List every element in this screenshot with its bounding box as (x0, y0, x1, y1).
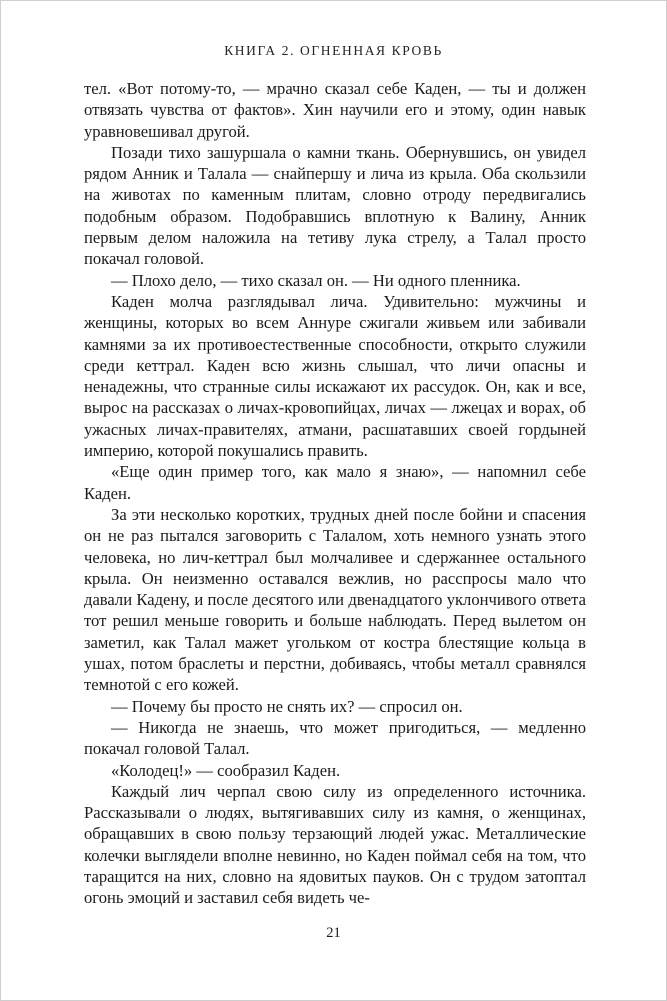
running-header: КНИГА 2. ОГНЕННАЯ КРОВЬ (224, 43, 443, 58)
paragraph: Каден молча разглядывал лича. Удивительно: мужчины и женщины, которых во всем Аннуре сжигали живьем или забивали камнями за их противоестественные способности, открыто служили среди кеттрал. Каден всю жизнь слышал, что личи опасны и ненадежны, что странные силы искажают их рассудок. Он, как и все, вырос на рассказах о личах-кровопийцах, личах — лжецах и ворах, об ужасных личах-правителях, атмани, расшатавших своей гордыней империю, которой покушались править. (84, 291, 586, 461)
paragraph-dialogue: — Плохо дело, — тихо сказал он. — Ни одного пленника. (111, 270, 521, 290)
paragraph: За эти несколько коротких, трудных дней после бойни и спасения он не раз пытался заговорить с Талалом, хоть немного узнать этого человека, но лич-кеттрал был молчаливее и сдержаннее остального крыла. Он неизменно оставался вежлив, но расспросы мало что давали Кадену, и после десятого или двенадцатого уклончивого ответа тот решил меньше говорить и больше наблюдать. Перед вылетом он заметил, как Талал мажет угольком от костра блестящие кольца в ушах, потом браслеты и перстни, добиваясь, чтобы металл сравнялся темнотой с его кожей. (84, 504, 586, 695)
paragraph: «Еще один пример того, как мало я знаю», — напомнил себе Каден. (84, 462, 586, 503)
paragraph-dialogue: — Почему бы просто не снять их? — спросил он. (111, 696, 463, 716)
paragraph: «Колодец!» — сообразил Каден. (111, 760, 341, 780)
paragraph-dialogue: — Никогда не знаешь, что может пригодиться, — медленно покачал головой Талал. (84, 717, 586, 759)
page-body (84, 78, 586, 909)
paragraph: Каждый лич черпал свою силу из определенного источника. Рассказывали о людях, вытягивавших силу из камня, о женщинах, обращавших в свою пользу терзающий людей ужас. Металлические колечки выглядели вполне невинно, но Каден поймал себя на том, что таращится на них, словно на ядовитых пауков. Он с трудом затоптал огонь эмоций и заставил себя видеть че- (84, 781, 586, 908)
paragraph: Позади тихо зашуршала о камни ткань. Обернувшись, он увидел рядом Анник и Талала — снайпершу и лича из крыла. Оба скользили на животах по каменным плитам, словно отроду передвигались подобным образом. Подобравшись вплотную к Валину, Анник первым делом наложила на тетиву лука стрелу, а Талал просто покачал головой. (84, 142, 586, 269)
page-number: 21 (326, 925, 341, 941)
paragraph: тел. «Вот потому-то, — мрачно сказал себе Каден, — ты и должен отвязать чувства от фактов». Хин научили его и этому, один навык уравновешивал другой. (84, 79, 586, 141)
